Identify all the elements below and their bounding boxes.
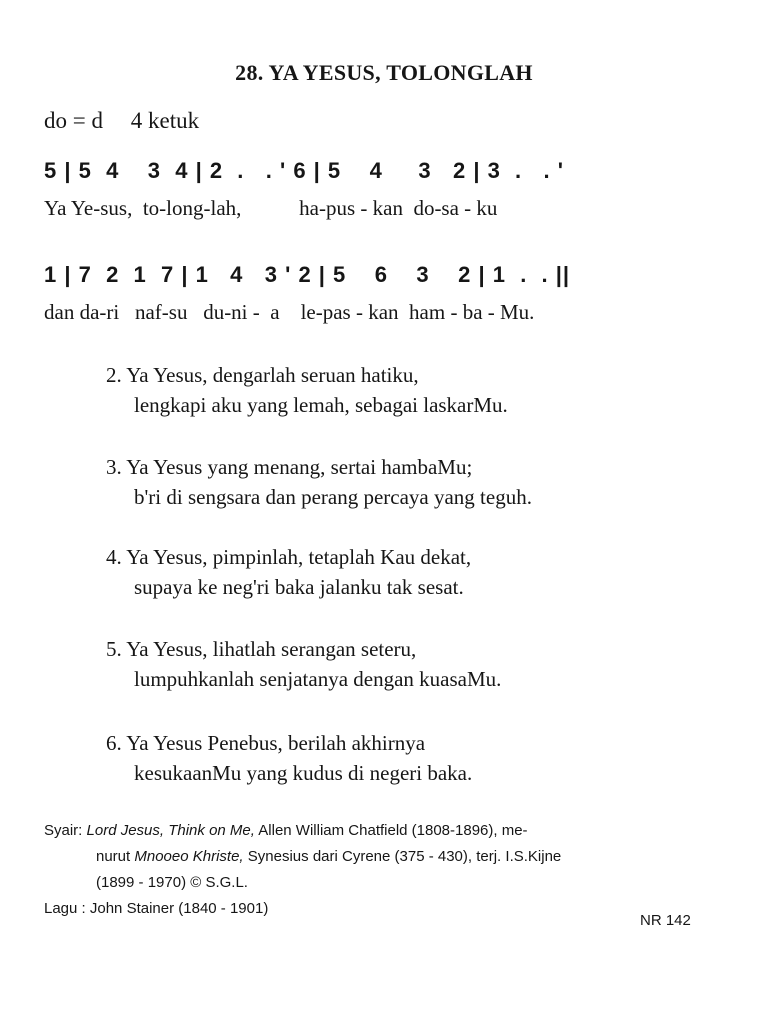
lagu-credit: Lagu : John Stainer (1840 - 1901) (44, 900, 269, 917)
verse-3-line-2: b'ri di sengsara dan perang percaya yang teguh. (134, 485, 532, 509)
verse-4-line-1: 4. Ya Yesus, pimpinlah, tetaplah Kau dekat, (106, 545, 472, 569)
credits-line-2 (44, 844, 561, 870)
credits-line-2-prefix: nurut (96, 848, 131, 865)
syair-label: Syair: (44, 822, 83, 839)
credits-block (44, 818, 561, 922)
meter: 4 ketuk (130, 108, 200, 133)
verse-6-line-1: 6. Ya Yesus Penebus, berilah akhirnya (106, 731, 426, 755)
verse-5 (106, 634, 501, 694)
verse-3 (106, 452, 532, 512)
syair-title: Lord Jesus, Think on Me, (86, 822, 255, 839)
credits-line-3: (1899 - 1970) © S.G.L. (96, 874, 248, 891)
key-signature (44, 108, 221, 134)
hymn-title: 28. YA YESUS, TOLONGLAH (235, 60, 533, 85)
credits-line-2-rest: Synesius dari Cyrene (375 - 430), terj. I.S.Kijne (247, 848, 562, 865)
notation-line-2: 1 | 7 2 1 7 | 1 4 3 ' 2 | 5 6 3 2 | 1 . . || (44, 262, 571, 287)
verse-4 (106, 542, 471, 602)
verse-2 (106, 360, 508, 420)
key-do: do = d (44, 108, 103, 133)
verse-2-line-1: 2. Ya Yesus, dengarlah seruan hatiku, (106, 363, 419, 387)
verse-3-line-1: 3. Ya Yesus yang menang, sertai hambaMu; (106, 455, 473, 479)
credits-line-1 (44, 818, 561, 844)
notation-line-1: 5 | 5 4 3 4 | 2 . . ' 6 | 5 4 3 2 | 3 . . ' (44, 158, 564, 183)
credits-line-2-title: Mnooeo Khriste, (134, 848, 244, 865)
syair-author: Allen William Chatfield (1808-1896), me- (258, 822, 528, 839)
verse-5-line-2: lumpuhkanlah senjatanya dengan kuasaMu. (134, 667, 502, 691)
verse-2-line-2: lengkapi aku yang lemah, sebagai laskarMu. (134, 393, 508, 417)
lyrics-line-1: Ya Ye-sus, to-long-lah, ha-pus - kan do-sa - ku (44, 196, 498, 220)
lyrics-line-2: dan da-ri naf-su du-ni - a le-pas - kan ham - ba - Mu. (44, 300, 535, 324)
verse-5-line-1: 5. Ya Yesus, lihatlah serangan seteru, (106, 637, 417, 661)
verse-6 (106, 728, 472, 788)
verse-6-line-2: kesukaanMu yang kudus di negeri baka. (134, 761, 473, 785)
verse-4-line-2: supaya ke neg'ri baka jalanku tak sesat. (134, 575, 464, 599)
nr-number: NR 142 (640, 912, 691, 929)
